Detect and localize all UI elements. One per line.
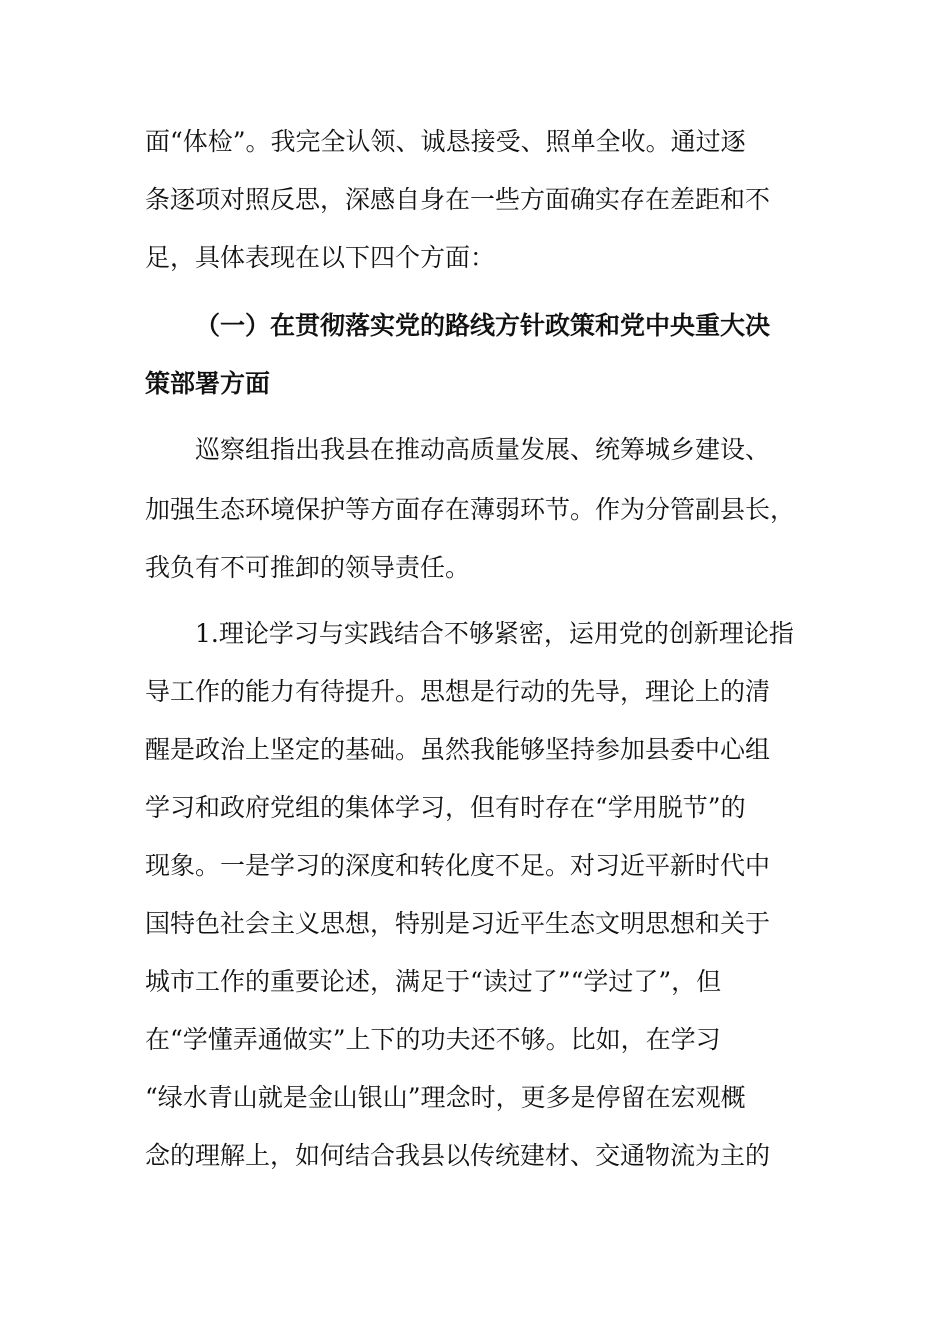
body-text-line: 条逐项对照反思，深感自身在一些方面确实存在差距和不 <box>145 185 771 214</box>
body-text-line: 1.理论学习与实践结合不够紧密，运用党的创新理论指 <box>195 619 794 648</box>
body-text-line: 念的理解上，如何结合我县以传统建材、交通物流为主的 <box>145 1141 771 1170</box>
body-text-line: 学习和政府党组的集体学习，但有时存在“学用脱节”的 <box>145 793 746 822</box>
section-heading-line: 策部署方面 <box>145 369 271 398</box>
body-text-line: “绿水青山就是金山银山”理念时，更多是停留在宏观概 <box>145 1083 746 1112</box>
body-text-line: 国特色社会主义思想，特别是习近平生态文明思想和关于 <box>145 909 771 938</box>
body-text-line: 加强生态环境保护等方面存在薄弱环节。作为分管副县长， <box>145 495 796 524</box>
body-text-line: 面“体检”。我完全认领、诚恳接受、照单全收。通过逐 <box>145 127 746 156</box>
body-text-line: 醒是政治上坚定的基础。虽然我能够坚持参加县委中心组 <box>145 735 771 764</box>
body-text-line: 导工作的能力有待提升。思想是行动的先导，理论上的清 <box>145 677 771 706</box>
body-text-line: 巡察组指出我县在推动高质量发展、统筹城乡建设、 <box>195 435 771 464</box>
body-text-line: 足，具体表现在以下四个方面： <box>145 243 496 272</box>
body-text-line: 现象。一是学习的深度和转化度不足。对习近平新时代中 <box>145 851 771 880</box>
body-text-line: 城市工作的重要论述，满足于“读过了”“学过了”，但 <box>145 967 722 996</box>
body-text-line: 我负有不可推卸的领导责任。 <box>145 553 471 582</box>
section-heading-line: （一）在贯彻落实党的路线方针政策和党中央重大决 <box>195 311 771 340</box>
body-text-line: 在“学懂弄通做实”上下的功夫还不够。比如，在学习 <box>145 1025 721 1054</box>
